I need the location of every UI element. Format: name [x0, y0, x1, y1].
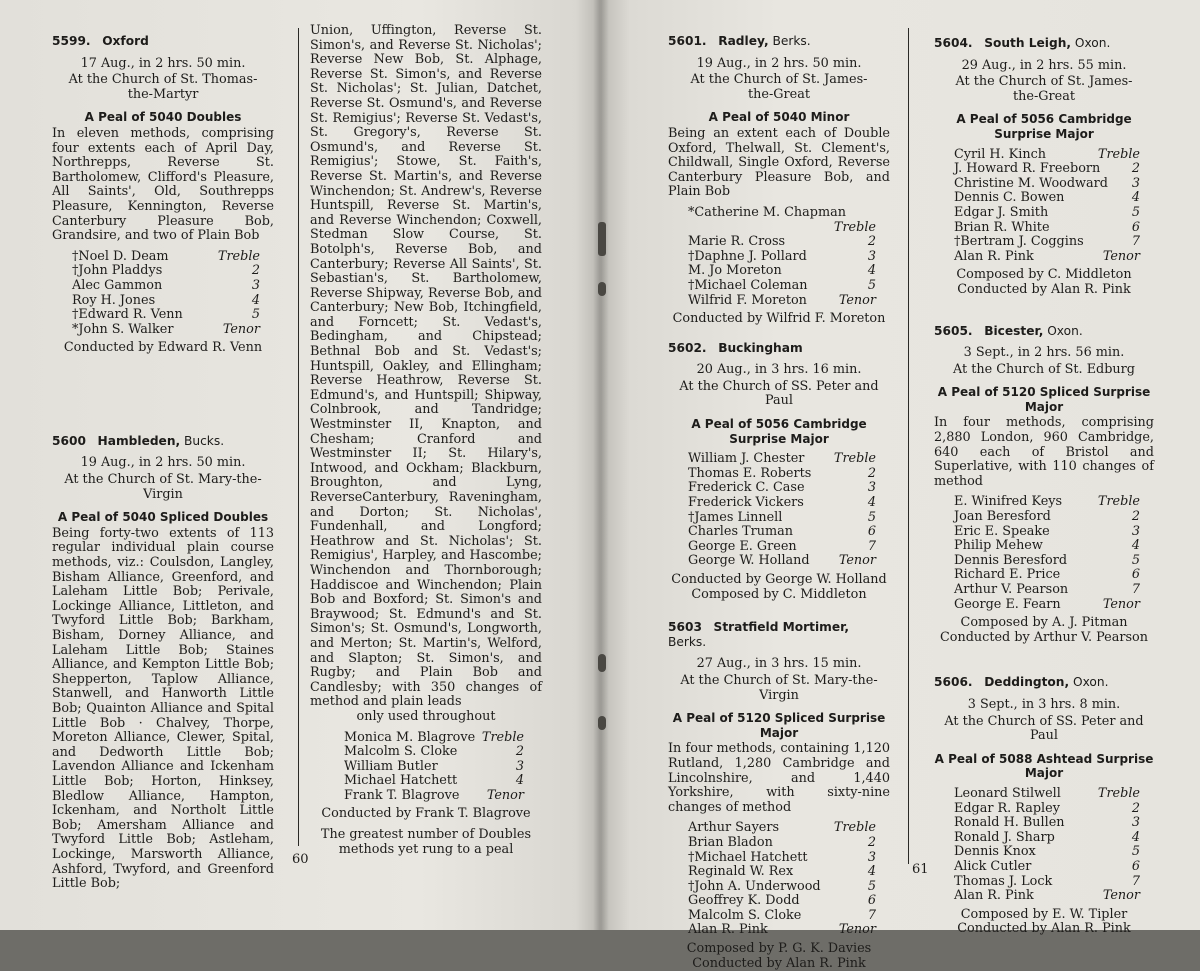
ringer-position: 7 — [867, 538, 876, 554]
ringer-row — [688, 481, 876, 496]
peal-credit: Composed by C. Middleton — [956, 267, 1132, 283]
ringer-position: 4 — [1131, 190, 1140, 206]
peal-place: Stratfield Mortimer, — [713, 620, 849, 635]
column-1 — [52, 34, 274, 892]
ringer-name: George E. Fearn — [954, 596, 1061, 612]
peal-title: A Peal of 5040 Minor — [708, 110, 850, 125]
ringer-position: Treble — [833, 219, 876, 235]
peal-note: The greatest number of Doubles methods yet rung to a peal — [320, 827, 532, 857]
ringer-row — [688, 821, 876, 836]
ringer-name: †James Linnell — [688, 509, 783, 525]
ringer-row — [344, 731, 524, 746]
ringer-name: Brian Bladon — [688, 834, 773, 850]
ringer-position: 2 — [251, 263, 260, 279]
ringer-row — [954, 802, 1140, 817]
ringer-row — [954, 148, 1140, 163]
ringer-row — [954, 583, 1140, 598]
peal-number: 5606. — [934, 675, 973, 690]
staple-top — [598, 222, 606, 256]
ringer-position: 6 — [1131, 567, 1140, 583]
ringer-position: 3 — [515, 758, 524, 774]
peal-county: Oxon. — [1047, 323, 1083, 338]
ringer-name: Malcolm S. Cloke — [344, 744, 458, 760]
ringer-row — [688, 511, 876, 526]
ringer-row — [954, 250, 1140, 265]
ringer-row — [954, 191, 1140, 206]
peal-credit: Conducted by Arthur V. Pearson — [940, 629, 1148, 645]
ringer-list — [310, 731, 542, 804]
peal-county: Oxon. — [1074, 36, 1111, 50]
ringer-name: Joan Beresford — [954, 509, 1051, 525]
ringer-position: Treble — [1097, 785, 1140, 801]
ringer-position: 2 — [1131, 161, 1140, 177]
ringer-list — [934, 787, 1154, 904]
column-4 — [934, 36, 1154, 937]
ringer-position: 7 — [867, 907, 876, 923]
ringer-name: *Catherine M. Chapman — [688, 204, 846, 220]
peal-church: At the Church of St. Mary-the-Virgin — [680, 672, 878, 703]
peal-heading — [668, 620, 890, 649]
column-2 — [310, 24, 542, 857]
peal-title: A Peal of 5120 Spliced Surprise Major — [672, 711, 886, 740]
ringer-name: Edgar R. Rapley — [954, 800, 1060, 816]
ringer-position: 4 — [251, 292, 260, 308]
ringer-row — [688, 452, 876, 467]
peal-date: 27 Aug., in 3 hrs. 15 min. — [696, 656, 862, 672]
peal-place: Oxford — [102, 34, 149, 48]
ringer-list — [668, 452, 890, 569]
peal-county: Berks. — [668, 634, 707, 649]
ringer-name: Ronald J. Sharp — [954, 829, 1055, 845]
ringer-name: Alan R. Pink — [954, 888, 1034, 904]
ringer-row — [688, 525, 876, 540]
ringer-position: 3 — [867, 480, 876, 496]
ringer-name: Edgar J. Smith — [954, 204, 1049, 220]
ringer-name: †Edward R. Venn — [72, 307, 183, 323]
peal-entry — [668, 620, 890, 971]
ringer-row — [954, 568, 1140, 583]
ringer-position: Treble — [833, 451, 876, 467]
ringer-row — [954, 875, 1140, 890]
ringer-row — [688, 294, 876, 309]
ringer-row — [688, 250, 876, 265]
ringer-name: Reginald W. Rex — [688, 864, 794, 880]
ringer-position: 6 — [1131, 219, 1140, 235]
ringer-name: J. Howard R. Freeborn — [954, 161, 1101, 177]
ringer-name: Leonard Stilwell — [954, 785, 1061, 801]
peal-entry — [934, 324, 1154, 646]
ringer-row — [688, 865, 876, 880]
ringer-row — [72, 308, 260, 323]
peal-number: 5603 — [668, 620, 702, 635]
peal-title: A Peal of 5040 Doubles — [84, 110, 242, 125]
ringer-position: 7 — [1131, 873, 1140, 889]
ringer-row — [688, 467, 876, 482]
ringer-position: 4 — [515, 773, 524, 789]
ringer-row — [688, 851, 876, 866]
ringer-name: Marie R. Cross — [688, 234, 786, 250]
ringer-position: 6 — [867, 893, 876, 909]
ringer-row — [954, 495, 1140, 510]
ringer-row — [954, 889, 1140, 904]
peal-date: 3 Sept., in 3 hrs. 8 min. — [967, 696, 1121, 712]
peal-entry — [52, 34, 274, 356]
ringer-row — [72, 250, 260, 265]
peal-place: Hambleden, — [97, 433, 181, 448]
ringer-name: M. Jo Moreton — [688, 263, 782, 279]
ringer-name: Arthur V. Pearson — [954, 582, 1069, 597]
ringer-row — [344, 789, 524, 804]
ringer-name: Eric E. Speake — [954, 523, 1050, 539]
peal-number: 5602. — [668, 340, 707, 355]
ringer-row — [954, 235, 1140, 250]
ringer-position: Tenor — [838, 922, 876, 938]
ringer-name: Geoffrey K. Dodd — [688, 893, 800, 909]
ringer-position: 2 — [867, 834, 876, 850]
peal-credit: Composed by A. J. Pitman — [960, 615, 1128, 631]
peal-credit: Conducted by Alan R. Pink — [957, 921, 1131, 937]
ringer-position: 2 — [867, 465, 876, 481]
ringer-name: George W. Holland — [688, 553, 810, 569]
peal-date: 29 Aug., in 2 hrs. 55 min. — [961, 57, 1127, 73]
peal-place: South Leigh, — [984, 36, 1071, 50]
peal-place: Radley, — [718, 34, 769, 48]
ringer-row — [954, 860, 1140, 875]
ringer-position: 5 — [1131, 204, 1140, 220]
ringer-name: †John A. Underwood — [688, 878, 821, 894]
peal-credit: Composed by E. W. Tipler — [960, 906, 1128, 922]
ringer-row — [954, 510, 1140, 525]
ringer-list — [934, 148, 1154, 265]
ringer-name: Thomas J. Lock — [954, 873, 1053, 889]
ringer-position: Treble — [1097, 146, 1140, 162]
peal-entry — [668, 341, 890, 603]
ringer-position: 2 — [1131, 509, 1140, 525]
ringer-position: 4 — [1131, 829, 1140, 845]
peal-details: Being an extent each of Double Oxford, Thelwall, St. Clement's, Childwall, Single Oxford, Reverse Canterbury Pleasure Bob, and Plain Bob — [668, 125, 890, 200]
peal-heading — [934, 324, 1154, 339]
ringer-name: †Michael Coleman — [688, 277, 808, 293]
peal-heading — [934, 36, 1154, 51]
ringer-position: 6 — [1131, 858, 1140, 874]
ringer-position: Tenor — [838, 553, 876, 569]
peal-title: A Peal of 5040 Spliced Doubles — [57, 510, 269, 525]
ringer-name: Frederick C. Case — [688, 480, 805, 496]
column-rule-right — [908, 28, 909, 864]
ringer-row — [688, 206, 876, 221]
peal-date: 19 Aug., in 2 hrs. 50 min. — [80, 455, 246, 471]
peal-heading — [934, 675, 1154, 690]
peal-place: Deddington, — [984, 675, 1070, 690]
ringer-list — [668, 821, 890, 938]
page-number-left: 60 — [292, 852, 309, 867]
ringer-row — [688, 923, 876, 938]
ringer-name: E. Winifred Keys — [954, 494, 1063, 510]
ringer-name: Alan R. Pink — [688, 922, 768, 938]
ringer-position: 5 — [1131, 844, 1140, 860]
peal-title: A Peal of 5120 Spliced Surprise Major — [937, 385, 1151, 414]
ringer-position: 7 — [1131, 234, 1140, 250]
peal-title: A Peal of 5088 Ashtead Surprise Major — [934, 751, 1154, 781]
ringer-row — [72, 294, 260, 309]
ringer-name: Monica M. Blagrove — [344, 729, 476, 745]
ringer-name: Dennis Beresford — [954, 552, 1068, 568]
ringer-position: 4 — [867, 864, 876, 880]
ringer-name: *John S. Walker — [72, 321, 174, 337]
peal-church: At the Church of St. James-the-Great — [690, 72, 868, 102]
ringer-list — [934, 495, 1154, 612]
ringer-position: 5 — [867, 277, 876, 293]
peal-title: A Peal of 5056 Cambridge Surprise Major — [956, 112, 1132, 141]
ringer-position: Tenor — [1102, 888, 1140, 904]
ringer-row — [344, 774, 524, 789]
ringer-row — [954, 221, 1140, 236]
peal-details: Being forty-two extents of 113 regular individual plain course methods, viz.: Coulsdon, Langley, Bisham Alliance, Greenford, and Laleham Little Bob; Perivale, Lockinge Alliance, Littleton, and Twyford Little Bob; Barkham, Bisham, Dorney Alliance, and Laleham Little Bob; Staines Alliance, and Kempton Little Bob; Shepperton, Taplow Alliance, Stanwell, and Hanworth Little Bob; Quainton Alliance and Spital Little Bob · Chalvey, Thorpe, Moreton Alliance, Clewer, Spital, and Dedworth Little Bob; Lavendon Alliance and Ickenham Little Bob; Horton, Hinksey, Bledlow Alliance, Hampton, Ickenham, and Northolt Little Bob; Amersham Alliance and Twyford Little Bob; Astleham, Lockinge, Marsworth Alliance, Ashford, Twyford, and Greenford Little Bob; — [52, 525, 274, 892]
ringer-name: Arthur Sayers — [688, 820, 780, 836]
ringer-position: 7 — [1131, 582, 1140, 597]
peal-details: In eleven methods, comprising four extents each of April Day, Northrepps, Reverse St. Bartholomew, Clifford's Pleasure, All Saints', Old, Southrepps Pleasure, Kennington, Reverse Canterbury Pleasure Bob, Grandsire, and two of Plain Bob — [52, 125, 274, 244]
peal-entry — [934, 675, 1154, 937]
peal-county: Oxon. — [1072, 675, 1109, 690]
peal-date: 3 Sept., in 2 hrs. 56 min. — [963, 345, 1125, 361]
ringer-row — [688, 235, 876, 250]
peal-credit: Conducted by Alan R. Pink — [692, 955, 866, 971]
ringer-row — [688, 264, 876, 279]
ringer-name: †John Pladdys — [72, 263, 163, 279]
peal-church: At the Church of St. Thomas-the-Martyr — [68, 72, 258, 102]
ringer-name: Philip Mehew — [954, 538, 1043, 554]
ringer-name: George E. Green — [688, 538, 797, 554]
peal-heading — [668, 34, 890, 49]
ringer-position: 3 — [251, 277, 260, 293]
peal-church: At the Church of SS. Peter and Paul — [944, 713, 1144, 744]
ringer-row — [688, 909, 876, 924]
ringer-name: William J. Chester — [688, 451, 805, 467]
peal-date: 17 Aug., in 2 hrs. 50 min. — [80, 55, 246, 71]
peal-entry — [52, 434, 274, 892]
ringer-position: 5 — [867, 878, 876, 894]
peal-heading — [668, 341, 890, 356]
continued-details: Union, Uffington, Reverse St. Simon's, and Reverse St. Nicholas'; Reverse New Bob, St. Alphage, Reverse St. Simon's, and Reverse St. Nicholas'; St. Julian, Datchet, Reverse St. Osmund's, and Reverse St. Remigius'; Reverse St. Vedast's, St. Gregory's, Reverse St. Osmund's, and Reverse St. Remigius'; Stowe, St. Faith's, Reverse St. Martin's, and Reverse Winchendon; St. Andrew's, Reverse Huntspill, Reverse St. Martin's, and Reverse Winchendon; Coxwell, Stedman Slow Course, St. Botolph's, Reverse Bob, and Canterbury; Reverse All Saints', St. Sebastian's, St. Bartholomew, Reverse Shipway, Reverse Bob, and Canterbury; New Bob, Itchingfield, and Forncett; St. Vedast's, Bedingham, and Chipstead; Bethnal Bob and St. Vedast's; Huntspill, Oakley, and Ellingham; Reverse Heathrow, Reverse St. Edmund's, and Huntspill; Shipway, Colnbrook, and Tandridge; Westminster II, Knapton, and Chesham; Cranford and Westminster II; St. Hilary's, Intwood, and Ockham; Blackburn, Broughton, and Lyng, ReverseCanterbury, Raveningham, and Dorton; St. Nicholas', Fundenhall, and Longford; Heathrow and St. Nicholas'; St. Remigius', Harpley, and Hascombe; Winchendon and Thornborough; Haddiscoe and Winchendon; Plain Bob and Boxford; St. Simon's and Braywood; St. Edmund's and St. Simon's; St. Osmund's, Longworth, and Merton; St. Martin's, Welford, and Slapton; St. Simon's, and Rugby; and Plain Bob and Candlesby; with 350 changes of method and plain leads — [310, 23, 542, 710]
ringer-row — [954, 787, 1140, 802]
ringer-row — [688, 880, 876, 895]
ringer-position: Tenor — [1102, 248, 1140, 264]
peal-place: Bicester, — [984, 323, 1044, 338]
ringer-list — [52, 250, 274, 338]
ringer-position: Tenor — [222, 321, 260, 337]
ringer-row — [72, 264, 260, 279]
continued-details-end: only used throughout — [356, 708, 496, 724]
ringer-name: Charles Truman — [688, 524, 793, 540]
ringer-row — [954, 816, 1140, 831]
ringer-position: 2 — [515, 744, 524, 760]
ringer-row — [688, 894, 876, 909]
ringer-name: Alec Gammon — [72, 277, 163, 293]
ringer-position: 4 — [867, 495, 876, 511]
peal-date: 20 Aug., in 3 hrs. 16 min. — [696, 362, 862, 378]
ringer-name: Frank T. Blagrove — [344, 787, 460, 803]
ringer-position: 5 — [251, 307, 260, 323]
peal-number: 5599. — [52, 34, 91, 48]
peal-entry — [668, 34, 890, 327]
ringer-row — [954, 539, 1140, 554]
ringer-position: 4 — [1131, 538, 1140, 554]
ringer-position: Treble — [481, 729, 524, 745]
ringer-name: Roy H. Jones — [72, 292, 156, 308]
ringer-position: Tenor — [486, 787, 524, 803]
ringer-row — [954, 554, 1140, 569]
ringer-name: †Michael Hatchett — [688, 849, 808, 865]
ringer-position: 3 — [867, 248, 876, 264]
ringer-row — [954, 598, 1140, 613]
ringer-name: Christine M. Woodward — [954, 175, 1108, 191]
gutter-shadow — [593, 0, 609, 930]
peal-credit: Composed by C. Middleton — [691, 586, 867, 602]
peal-credit: Composed by P. G. K. Davies — [686, 941, 872, 957]
peal-number: 5600 — [52, 433, 86, 448]
ringer-name: Ronald H. Bullen — [954, 815, 1065, 831]
ringer-row — [688, 221, 876, 236]
peal-credit: Conducted by Wilfrid F. Moreton — [672, 311, 886, 327]
ringer-position: 3 — [1131, 175, 1140, 191]
ringer-row — [954, 206, 1140, 221]
ringer-row — [954, 845, 1140, 860]
peal-county: Bucks. — [184, 433, 225, 448]
column-3 — [668, 34, 890, 971]
peal-number: 5601. — [668, 34, 707, 48]
peal-credit: Conducted by Alan R. Pink — [957, 281, 1131, 297]
peal-church: At the Church of SS. Peter and Paul — [679, 378, 879, 409]
peal-credit: Conducted by George W. Holland — [671, 572, 887, 587]
ringer-name: Michael Hatchett — [344, 773, 458, 789]
ringer-position: 3 — [867, 849, 876, 865]
peal-church: At the Church of St. James-the-Great — [955, 74, 1133, 104]
ringer-position: 3 — [1131, 815, 1140, 831]
ringer-name: Dennis C. Bowen — [954, 190, 1065, 206]
ringer-row — [344, 745, 524, 760]
staple-mark — [598, 282, 606, 296]
ringer-name: Alan R. Pink — [954, 248, 1034, 264]
page-number-right: 61 — [912, 862, 929, 877]
staple-mark-lower — [598, 654, 606, 672]
ringer-position: 6 — [867, 524, 876, 540]
peal-heading — [52, 34, 274, 49]
ringer-position: Tenor — [1102, 596, 1140, 612]
ringer-name: Wilfrid F. Moreton — [688, 292, 807, 308]
peal-heading — [52, 434, 274, 449]
peal-place: Buckingham — [718, 340, 803, 355]
peal-date: 19 Aug., in 2 hrs. 50 min. — [696, 55, 862, 71]
ringer-name: Frederick Vickers — [688, 495, 804, 511]
ringer-row — [72, 279, 260, 294]
ringer-position: 4 — [867, 263, 876, 279]
ringer-row — [954, 177, 1140, 192]
peal-number: 5605. — [934, 323, 973, 338]
ringer-list — [668, 206, 890, 308]
peal-entry — [934, 36, 1154, 298]
peal-county: Berks. — [772, 34, 811, 48]
ringer-row — [688, 836, 876, 851]
ringer-position: 2 — [867, 234, 876, 250]
ringer-row — [954, 162, 1140, 177]
ringer-name: Alick Cutler — [954, 858, 1032, 874]
peal-credit: Conducted by Edward R. Venn — [63, 340, 263, 356]
peal-details: In four methods, comprising 2,880 London, 960 Cambridge, 640 each of Bristol and Superlative, with 110 changes of method — [934, 415, 1154, 489]
ringer-row — [688, 279, 876, 294]
peal-credit: Conducted by Frank T. Blagrove — [321, 806, 531, 822]
ringer-name: †Daphne J. Pollard — [688, 248, 807, 264]
ringer-name: Brian R. White — [954, 219, 1050, 235]
ringer-name: Malcolm S. Cloke — [688, 907, 802, 923]
peal-church: At the Church of St. Edburg — [953, 361, 1135, 377]
ringer-row — [688, 554, 876, 569]
ringer-name: †Noel D. Deam — [72, 248, 169, 264]
ringer-position: Tenor — [838, 292, 876, 308]
ringer-name: Thomas E. Roberts — [688, 465, 812, 481]
ringer-position: 5 — [867, 509, 876, 525]
ringer-name: Richard E. Price — [954, 567, 1061, 583]
ringer-row — [954, 831, 1140, 846]
ringer-row — [954, 525, 1140, 540]
ringer-position: 2 — [1131, 800, 1140, 816]
column-rule-left — [298, 28, 299, 846]
staple-mark-bottom — [598, 716, 606, 730]
ringer-name: William Butler — [344, 758, 438, 774]
peal-title: A Peal of 5056 Cambridge Surprise Major — [691, 417, 867, 446]
ringer-name: Cyril H. Kinch — [954, 146, 1046, 162]
ringer-name: †Bertram J. Coggins — [954, 234, 1084, 250]
ringer-position: 3 — [1131, 523, 1140, 539]
ringer-position: Treble — [1097, 494, 1140, 510]
peal-church: At the Church of St. Mary-the-Virgin — [64, 472, 262, 502]
ringer-row — [688, 496, 876, 511]
ringer-row — [344, 760, 524, 775]
ringer-position: Treble — [217, 248, 260, 264]
ringer-row — [688, 540, 876, 555]
ringer-position: 5 — [1131, 552, 1140, 568]
ringer-position: Treble — [833, 820, 876, 836]
peal-number: 5604. — [934, 36, 973, 50]
peal-details: In four methods, containing 1,120 Rutland, 1,280 Cambridge and Lincolnshire, and 1,440 Yorkshire, with sixty-nine changes of method — [668, 741, 890, 815]
ringer-name: Dennis Knox — [954, 844, 1036, 860]
ringer-row — [72, 323, 260, 338]
